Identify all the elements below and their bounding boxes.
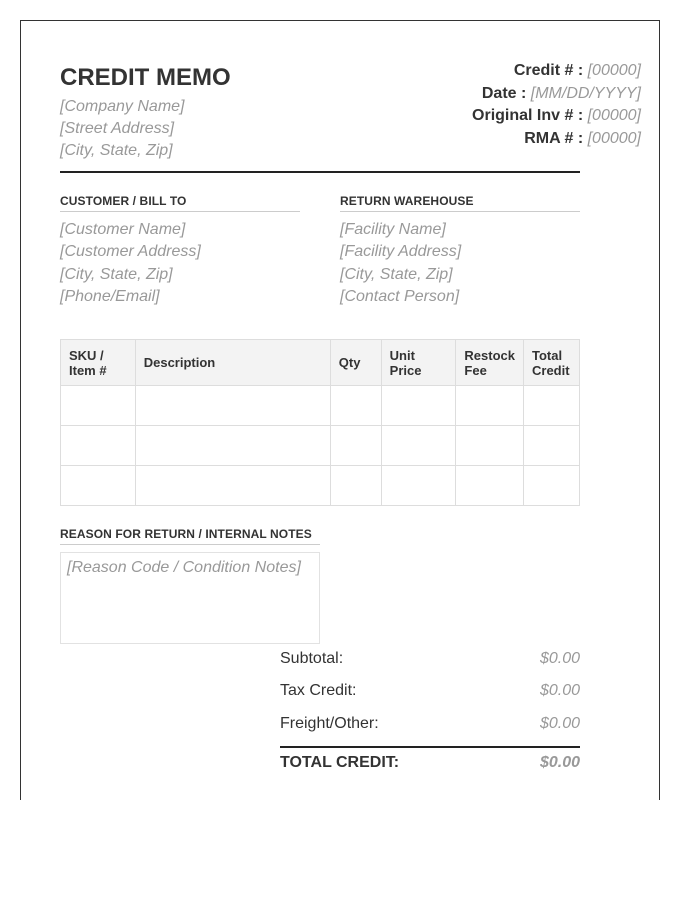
total-divider xyxy=(280,746,580,748)
table-cell[interactable] xyxy=(524,466,580,506)
table-cell[interactable] xyxy=(524,426,580,466)
original-invoice-label: Original Inv # : xyxy=(472,107,584,124)
table-row xyxy=(61,466,580,506)
column-header-restock-fee: Restock Fee xyxy=(456,340,524,386)
date-value[interactable]: [MM/DD/YYYY] xyxy=(530,84,641,102)
customer-address[interactable]: [Customer Address] xyxy=(60,243,201,261)
table-cell[interactable] xyxy=(330,466,381,506)
credit-number-value[interactable]: [00000] xyxy=(587,62,641,79)
notes-heading: REASON FOR RETURN / INTERNAL NOTES xyxy=(60,527,320,545)
table-cell[interactable] xyxy=(61,426,136,466)
column-header-total-credit: Total Credit xyxy=(524,340,580,386)
header-divider xyxy=(60,171,580,173)
table-cell[interactable] xyxy=(135,386,330,426)
subtotal-value[interactable]: $0.00 xyxy=(539,650,580,667)
notes-placeholder: [Reason Code / Condition Notes] xyxy=(67,559,301,576)
credit-number-row xyxy=(472,60,641,83)
company-block xyxy=(60,96,185,162)
credit-number-label: Credit # : xyxy=(513,62,584,79)
rma-value[interactable]: [00000] xyxy=(587,129,641,147)
customer-city-state-zip[interactable]: [City, State, Zip] xyxy=(60,265,173,283)
customer-name[interactable]: [Customer Name] xyxy=(60,221,186,238)
table-row xyxy=(61,426,580,466)
memo-meta-block xyxy=(472,60,641,150)
facility-address[interactable]: [Facility Address] xyxy=(340,243,462,261)
company-street-address[interactable]: [Street Address] xyxy=(60,120,175,137)
table-row xyxy=(61,386,580,426)
table-cell[interactable] xyxy=(135,466,330,506)
line-items-table xyxy=(60,339,580,506)
freight-label: Freight/Other: xyxy=(280,715,379,732)
column-header-description: Description xyxy=(135,340,330,386)
table-cell[interactable] xyxy=(456,426,524,466)
subtotal-row xyxy=(280,650,580,670)
document-title: CREDIT MEMO xyxy=(60,64,231,91)
warehouse-heading: RETURN WAREHOUSE xyxy=(340,194,580,212)
column-header-unit-price: Unit Price xyxy=(381,340,456,386)
customer-phone-email[interactable]: [Phone/Email] xyxy=(60,287,160,305)
table-cell[interactable] xyxy=(330,386,381,426)
original-invoice-row xyxy=(472,105,641,128)
total-credit-row xyxy=(280,754,580,774)
tax-credit-label: Tax Credit: xyxy=(280,682,357,699)
freight-row xyxy=(280,715,580,735)
rma-label: RMA # : xyxy=(524,129,584,147)
contact-person[interactable]: [Contact Person] xyxy=(340,287,460,305)
original-invoice-value[interactable]: [00000] xyxy=(587,107,641,124)
company-city-state-zip[interactable]: [City, State, Zip] xyxy=(60,142,173,159)
notes-textarea[interactable] xyxy=(60,552,320,644)
company-name[interactable]: [Company Name] xyxy=(60,98,185,115)
tax-credit-row xyxy=(280,682,580,702)
date-label: Date : xyxy=(481,84,527,102)
subtotal-label: Subtotal: xyxy=(280,650,344,667)
table-cell[interactable] xyxy=(456,386,524,426)
customer-block xyxy=(60,219,201,308)
table-cell[interactable] xyxy=(61,466,136,506)
facility-city-state-zip[interactable]: [City, State, Zip] xyxy=(340,265,453,283)
tax-credit-value[interactable]: $0.00 xyxy=(539,682,580,699)
customer-heading: CUSTOMER / BILL TO xyxy=(60,194,300,212)
table-cell[interactable] xyxy=(381,466,456,506)
total-credit-label: TOTAL CREDIT: xyxy=(280,754,400,771)
table-cell[interactable] xyxy=(330,426,381,466)
warehouse-block xyxy=(340,219,461,308)
rma-row xyxy=(472,128,641,151)
column-header-qty: Qty xyxy=(330,340,381,386)
table-cell[interactable] xyxy=(524,386,580,426)
freight-value[interactable]: $0.00 xyxy=(539,715,580,732)
table-cell[interactable] xyxy=(61,386,136,426)
date-row xyxy=(472,83,641,106)
column-header-sku: SKU / Item # xyxy=(61,340,136,386)
table-cell[interactable] xyxy=(381,386,456,426)
facility-name[interactable]: [Facility Name] xyxy=(340,221,446,238)
total-credit-value[interactable]: $0.00 xyxy=(539,754,580,771)
table-cell[interactable] xyxy=(135,426,330,466)
table-cell[interactable] xyxy=(456,466,524,506)
table-cell[interactable] xyxy=(381,426,456,466)
table-header-row xyxy=(61,340,580,386)
